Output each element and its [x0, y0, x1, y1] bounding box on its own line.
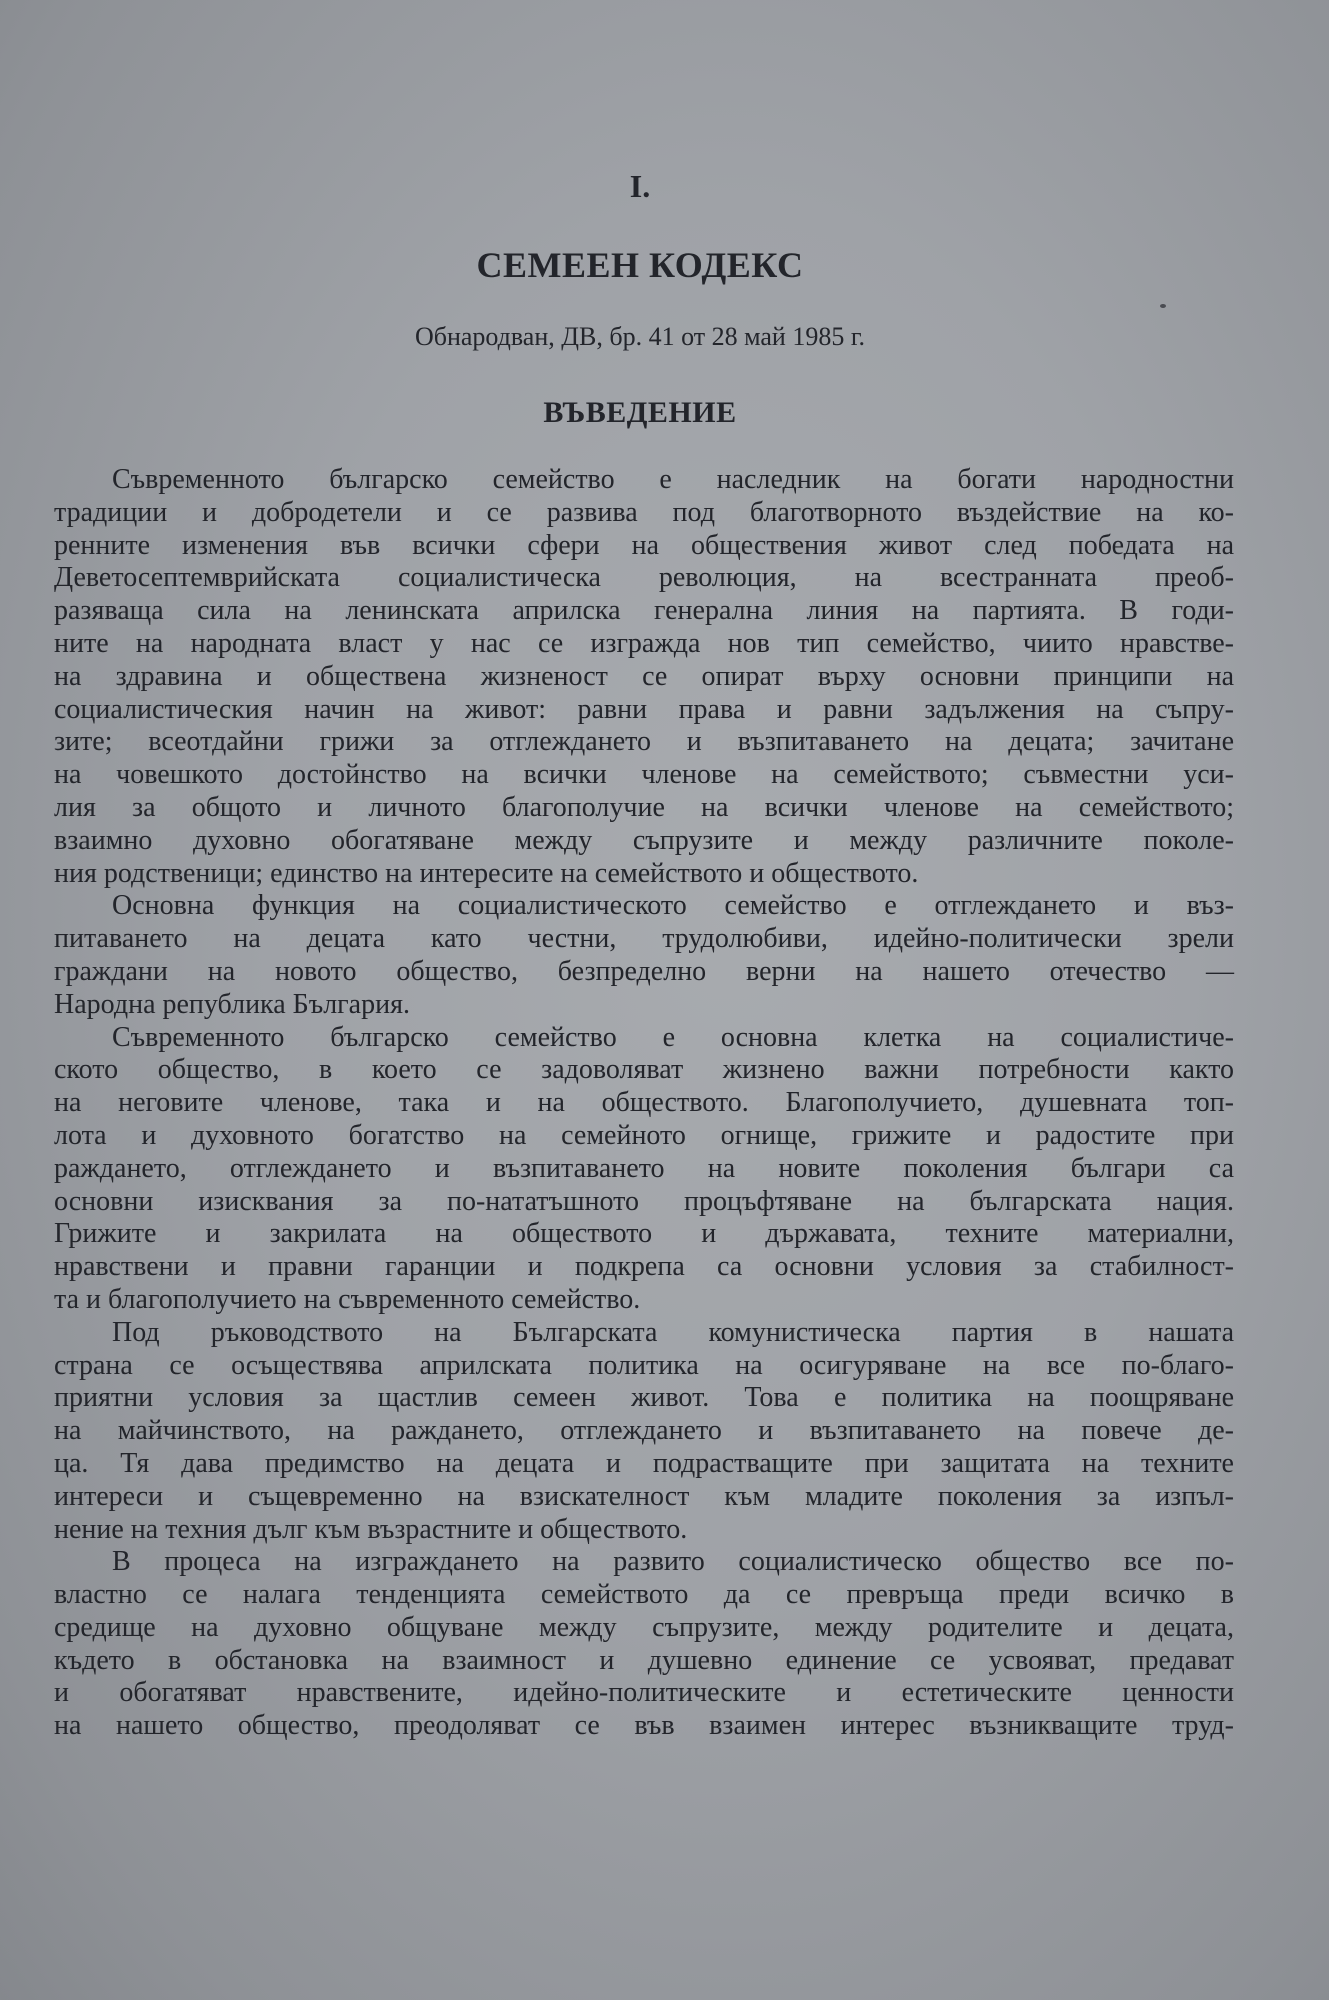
text-line: на човешкото достойнство на всички членове на семейството; съвместни уси- — [54, 759, 1234, 791]
text-line: традиции и добродетели и се развива под благотворното въздействие на ко- — [54, 496, 1234, 528]
text-line: ния родственици; единство на интересите на семейството и обществото. — [54, 857, 919, 889]
text-line: зите; всеотдайни грижи за отглеждането и възпитаването на децата; зачитане — [54, 726, 1234, 758]
text-line: Основна функция на социалистическото семейство е отглеждането и въз- — [112, 890, 1234, 922]
text-line: на майчинството, на раждането, отглеждането и възпитаването на повече де- — [54, 1415, 1234, 1447]
text-line: където в обстановка на взаимност и душевно единение се усвояват, предават — [54, 1644, 1234, 1676]
text-line: раждането, отглеждането и възпитаването на новите поколения българи са — [54, 1152, 1234, 1184]
text-line: приятни условия за щастлив семеен живот. Това е политика на поощряване — [54, 1382, 1234, 1414]
text-line: нравствени и правни гаранции и подкрепа са основни условия за стабилност- — [54, 1251, 1234, 1283]
text-line: Народна република България. — [54, 988, 410, 1020]
text-line: питаването на децата като честни, трудолюбиви, идейно-политически зрели — [54, 923, 1234, 955]
text-line: основни изисквания за по-нататъшното процъфтяване на българската нация. — [54, 1185, 1234, 1217]
text-line: ните на народната власт у нас се изгражда нов тип семейство, чиито нравстве- — [54, 627, 1234, 659]
section-heading: ВЪВЕДЕНИЕ — [543, 396, 737, 429]
text-line: Под ръководството на Българската комунистическа партия в нашата — [112, 1316, 1234, 1348]
text-line: Деветосептемврийската социалистическа революция, на всестранната преоб- — [54, 562, 1234, 594]
text-line: на здравина и обществена жизненост се опират върху основни принципи на — [54, 660, 1234, 692]
text-line: ца. Тя дава предимство на децата и подрастващите при защитата на техните — [54, 1447, 1234, 1479]
document-title: СЕМЕЕН КОДЕКС — [476, 245, 804, 285]
print-speck — [1160, 304, 1166, 308]
text-line: В процеса на изграждането на развито социалистическо общество все по- — [112, 1546, 1234, 1578]
text-line: на нашето общество, преодоляват се във взаимен интерес възникващите труд- — [54, 1710, 1234, 1742]
body-text — [54, 464, 1234, 1743]
text-line: и обогатяват нравствените, идейно-политическите и естетическите ценности — [54, 1677, 1234, 1709]
text-line: Съвременното българско семейство е наследник на богати народностни — [112, 464, 1234, 495]
text-line: интереси и същевременно на взискателност към младите поколения за изпъл- — [54, 1480, 1234, 1512]
text-line: граждани на новото общество, безпределно верни на нашето отечество — — [54, 955, 1234, 987]
promulgation-note: Обнародван, ДВ, бр. 41 от 28 май 1985 г. — [414, 322, 866, 351]
text-line: Съвременното българско семейство е основна клетка на социалистиче- — [112, 1021, 1234, 1053]
text-line: лия за общото и личното благополучие на всички членове на семейството; — [54, 791, 1234, 823]
text-line: средище на духовно общуване между съпрузите, между родителите и децата, — [54, 1611, 1234, 1643]
text-line: властно се налага тенденцията семейството да се превръща преди всичко в — [54, 1579, 1234, 1611]
text-line: взаимно духовно обогатяване между съпрузите и между различните поколе- — [54, 824, 1234, 856]
text-line: ското общество, в което се задоволяват жизнено важни потребности както — [54, 1054, 1234, 1086]
text-line: социалистическия начин на живот: равни права и равни задължения на съпру- — [54, 693, 1234, 725]
text-line: та и благополучието на съвременното семейство. — [54, 1283, 641, 1315]
text-line: ренните изменения във всички сфери на обществения живот след победата на — [54, 529, 1234, 561]
text-line: лота и духовното богатство на семейното огнище, грижите и радостите при — [54, 1119, 1234, 1151]
text-line: нение на техния дълг към възрастните и обществото. — [54, 1513, 688, 1545]
text-line: разяваща сила на ленинската априлска генерална линия на партията. В годи- — [54, 595, 1234, 627]
text-line: на неговите членове, така и на обществото. Благополучието, душевната топ- — [54, 1087, 1234, 1119]
text-line: Грижите и закрилата на обществото и държавата, техните материални, — [54, 1218, 1234, 1250]
text-line: страна се осъществява априлската политика на осигуряване на все по-благо- — [54, 1349, 1234, 1381]
chapter-number: I. — [629, 168, 651, 204]
